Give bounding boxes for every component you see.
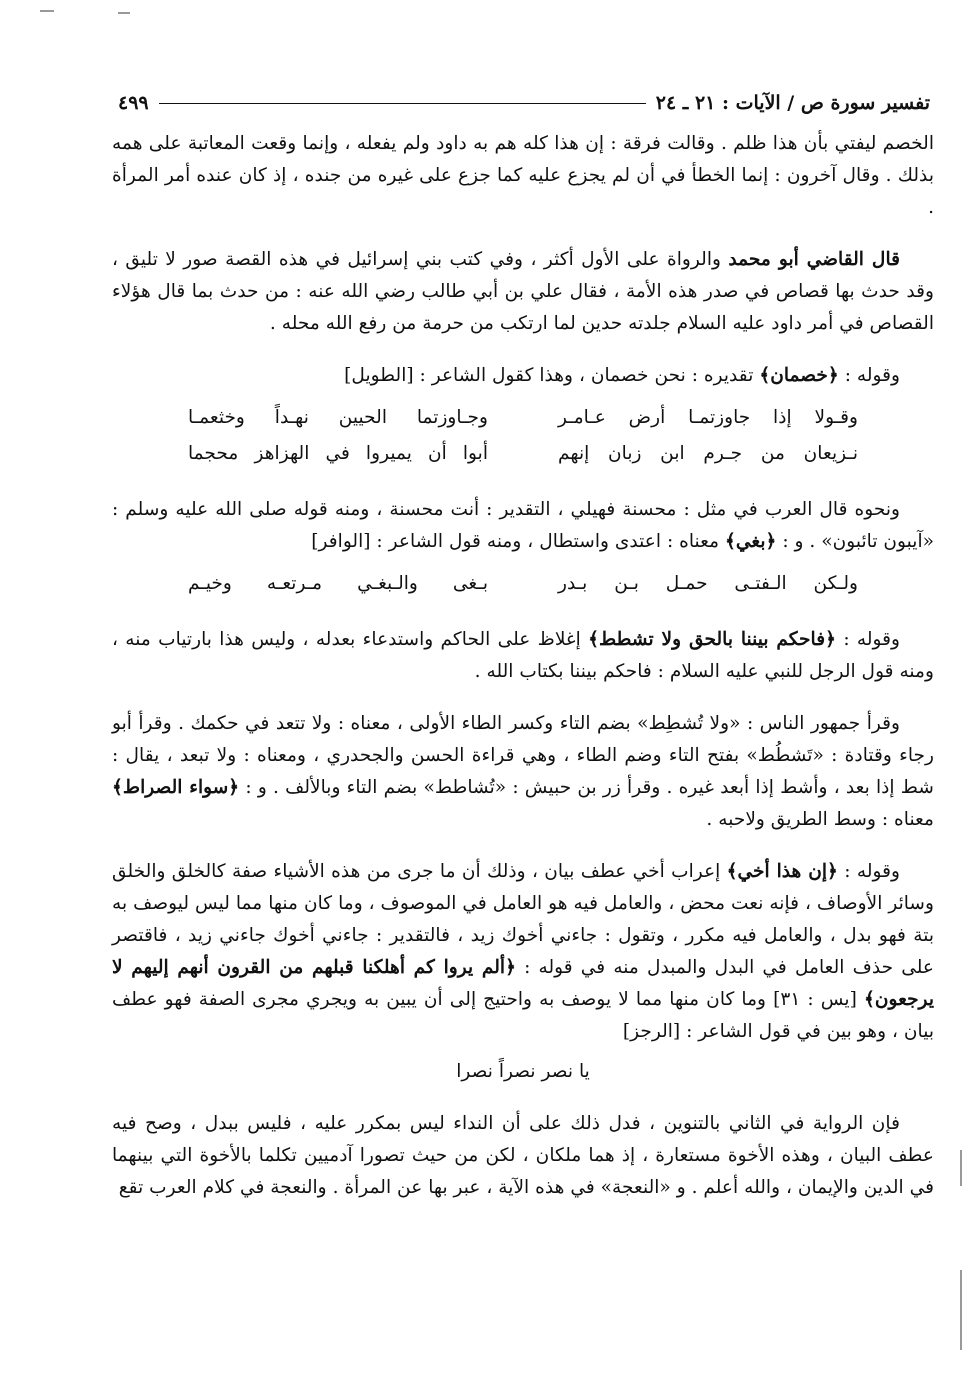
poem-tawil <box>112 400 934 472</box>
verse-line <box>112 566 934 602</box>
quran-quote: ﴿سواء الصراط﴾ <box>112 777 240 798</box>
scan-mark <box>40 10 54 12</box>
header-rule <box>159 103 646 104</box>
paragraph-text: إعراب أخي عطف بيان ، وذلك أن ما جرى من هذه الأشياء صفة كالخلق والخلق وسائر الأوصاف ، فإنه نعت محض ، والعامل فيه هو العامل في الموصوف ، وما كان منها مما ليس ليوصف به بتة فهو بدل ، والعامل فيه مكرر ، وتقول : جاءني أخوك زيد ، فالتقدير : جاءني أخوك جاءني زيد ، فاقتصر على حذف العامل في البدل والمبدل منه في قوله : <box>112 861 934 978</box>
paragraph-text: إغلاظ على الحاكم واستدعاء بعدله ، وليس هذا بارتياب منه ، ومنه قول الرجل للنبي عليه السلام : فاحكم بيننا بكتاب الله . <box>112 629 934 682</box>
paragraph-text: وقوله : <box>837 861 900 882</box>
paragraph-text: ونحوه قال العرب في مثل : محسنة فهيلي ، التقدير : أنت محسنة ، ومنه قوله صلى الله عليه وسلم : «آيبون تائبون» . و : <box>112 499 934 552</box>
paragraph-3 <box>112 360 934 392</box>
verse-second-hemistich: وجـاوزتما الحيين نهـداً وخثعمـا <box>188 407 488 428</box>
scan-mark <box>960 1150 962 1186</box>
paragraph-8: فإن الرواية في الثاني بالتنوين ، فدل ذلك على أن النداء ليس بمكرر عليه ، فليس ببدل ، وصح فيه عطف البيان ، وهذه الأخوة مستعارة ، إذ هما ملكان ، لكن من حيث تصورا آدميين تكلما بالأخوة التي بينهما في الدين والإيمان ، والله أعلم . و «النعجة» في هذه الآية ، عبر بها عن المرأة . والنعجة في كلام العرب تقع <box>112 1113 934 1198</box>
paragraph-text: وقوله : <box>836 629 900 650</box>
quran-quote: ﴿إن هذا أخي﴾ <box>726 861 838 882</box>
paragraph-6 <box>112 708 934 836</box>
scan-mark <box>118 12 130 14</box>
verse-line <box>112 436 934 472</box>
paragraph-1 <box>112 128 934 224</box>
verse-rajaz: يا نصر نصراً نصرا <box>456 1061 590 1082</box>
paragraph-text: وقوله : <box>838 365 900 386</box>
verse-line <box>112 400 934 436</box>
paragraph-5 <box>112 624 934 688</box>
quran-quote: ﴿فاحكم بيننا بالحق ولا تشطط﴾ <box>588 629 837 650</box>
page-number: ٤٩٩ <box>118 92 149 114</box>
scan-mark <box>960 1270 962 1350</box>
verse-first-hemistich: ولـكن الـفتـى حمـل بـن بـدر <box>558 573 858 594</box>
paragraph-2 <box>112 244 934 340</box>
verse-first-hemistich: وقـولا إذا جاوزتمـا أرض عـامـر <box>558 407 858 428</box>
running-header <box>118 88 930 118</box>
paragraph-text: تقديره : نحن خصمان ، وهذا كقول الشاعر : [الطويل] <box>344 365 760 386</box>
paragraph-text: معناه : وسط الطريق ولاحبه . <box>706 809 934 830</box>
quran-quote: ﴿خصمان﴾ <box>759 365 839 386</box>
poem-wafir <box>112 566 934 602</box>
verse-second-hemistich: أبوا أن يميروا في الهزاهز محجما <box>188 443 488 464</box>
header-title: تفسير سورة ص / الآيات : ٢١ ـ ٢٤ <box>655 92 930 114</box>
verse-second-hemistich: بـغى والـبغـي مـرتعـه وخيـم <box>188 573 488 594</box>
paragraph-4 <box>112 494 934 558</box>
page-body <box>112 128 934 1224</box>
quran-quote: ﴿بغي﴾ <box>725 531 777 552</box>
paragraph-7 <box>112 856 934 1048</box>
paragraph-text: معناه : اعتدى واستطال ، ومنه قول الشاعر : [الوافر] <box>311 531 725 552</box>
speaker-name: قال القاضي أبو محمد <box>728 249 900 270</box>
paragraph-text: الخصم ليفتي بأن هذا ظلم . وقالت فرقة : إن هذا كله هم به داود ولم يفعله ، وإنما وقعت المعاتبة على همه بذلك . وقال آخرون : إنما الخطأ في أن لم يجزع عليه كما جزع على غيره من جنده ، إذ كان عنده أمر المرأة . <box>112 133 934 218</box>
paragraph-text: وقرأ جمهور الناس : «ولا تُشطِط» بضم التاء وكسر الطاء الأولى ، معناه : ولا تتعد في حكمك . وقرأ أبو رجاء وقتادة : «تَشطُط» بفتح التاء وضم الطاء ، وهي قراءة الحسن والجحدري ، ومعناه : ولا تبعد ، يقال : شط إذا بعد ، وأشط إذا أبعد غيره . وقرأ زر بن حبيش : «تُشاطط» بضم التاء وبالألف . و : <box>112 713 935 798</box>
verse-first-hemistich: نـزيعان من جـرم ابن زبان إنهم <box>558 443 858 464</box>
paragraph-text: [يس : ٣١] وما كان منها مما لا يوصف به واحتيج إلى أن يبين به ويجري مجرى الصفة فهو عطف بيان ، وهو بين في قول الشاعر : [الرجز] <box>112 989 934 1042</box>
quran-quote: ﴿ألم يروا كم أهلكنا قبلهم من القرون أنهم إليهم لا يرجعون﴾ <box>112 957 934 1010</box>
paragraph-text: والرواة على الأول أكثر ، وفي كتب بني إسرائيل في هذه القصة صور لا تليق ، وقد حدث بها قصاص في صدر هذه الأمة ، فقال علي بن أبي طالب رضي الله عنه : من حدث بما قال هؤلاء القصاص في أمر داود عليه السلام جلدته حدين لما ارتكب من حرمة من رفع الله محله . <box>112 249 934 334</box>
